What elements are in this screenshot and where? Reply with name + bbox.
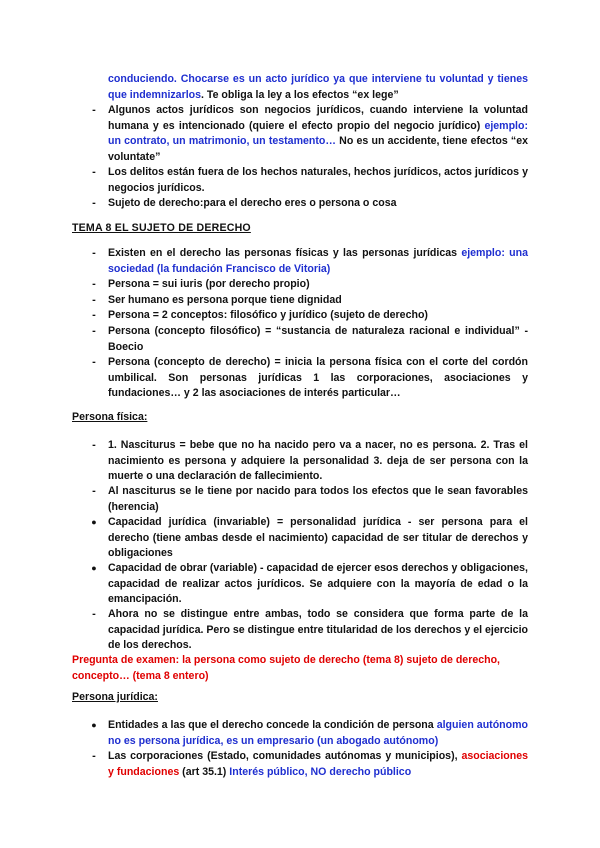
- exam-question-note: Pregunta de examen: la persona como sujeto de derecho (tema 8) sujeto de derecho, concepto… (tema 8 entero): [72, 654, 500, 682]
- item-text: Persona (concepto de derecho) = inicia la persona física con el corte del cordón umbilical. Son personas jurídicas 1 las corporaciones, asociaciones y fundaciones… y 2 las asociaciones de interés particular…: [108, 356, 528, 400]
- dash-marker: -: [92, 439, 96, 451]
- bullet-marker: ●: [91, 720, 97, 730]
- section-heading-persona-fisica: Persona física:: [72, 411, 148, 423]
- item-text: 1. Nasciturus = bebe que no ha nacido pero va a nacer, no es persona. 2. Tras el nacimiento es persona y adquiere la personalidad 3. deja de ser persona con la muerte o una declaración de fallecimiento.: [108, 439, 528, 483]
- list-item: [92, 196, 528, 212]
- dash-marker: -: [92, 356, 96, 368]
- dash-marker: -: [92, 325, 96, 337]
- item-text: Las corporaciones (Estado, comunidades autónomas y municipios),: [108, 750, 462, 762]
- bullet-marker: ●: [91, 563, 97, 573]
- item-text: (art 35.1): [179, 765, 230, 778]
- item-text: Capacidad jurídica (invariable) = personalidad jurídica - ser persona para el derecho (tiene ambas desde el nacimiento) capacidad de ser titular de derechos y obligaciones: [108, 516, 528, 560]
- item-example: ejemplo: una sociedad (la fundación Francisco de Vitoria): [108, 247, 528, 275]
- item-text: Capacidad de obrar (variable) - capacidad de ejercer esos derechos y obligaciones, capacidad de realizar actos jurídicos. Se adquiere con la mayoría de edad o la emancipación.: [108, 562, 528, 606]
- list-item: [92, 293, 528, 309]
- item-text: Existen en el derecho las personas físicas y las personas jurídicas: [108, 247, 462, 259]
- item-text: Los delitos están fuera de los hechos naturales, hechos jurídicos, actos jurídicos y negocios jurídicos.: [108, 166, 528, 194]
- item-text: Persona = sui iuris (por derecho propio): [108, 278, 310, 290]
- list-item: [91, 718, 528, 749]
- intro-blue-text: conduciendo. Chocarse es un acto jurídico ya que interviene tu voluntad y tienes que indemnizarlos: [108, 73, 528, 101]
- item-text: No es un accidente, tiene efectos “ex voluntate”: [108, 135, 529, 163]
- dash-marker: -: [92, 608, 96, 620]
- list-item: [92, 438, 528, 485]
- list-item: [92, 308, 528, 324]
- dash-marker: -: [92, 197, 96, 209]
- list-item: [92, 165, 528, 196]
- section-heading-persona-juridica: Persona jurídica:: [72, 691, 158, 703]
- item-example: Interés público, NO derecho público: [229, 765, 412, 778]
- dash-marker: -: [92, 294, 96, 306]
- list-item: [92, 246, 528, 277]
- item-text: Ser humano es persona porque tiene dignidad: [108, 294, 342, 306]
- item-text: Algunos actos jurídicos son negocios jurídicos, cuando interviene la voluntad humana y es intencionado (quiere el efecto propio del negocio jurídico): [108, 104, 528, 132]
- list-item: [92, 324, 528, 355]
- list-item: [92, 484, 528, 515]
- intro-paragraph: [108, 72, 528, 103]
- dash-marker: -: [92, 278, 96, 290]
- item-text: Persona (concepto filosófico) = “sustancia de naturaleza racional e individual” - Boecio: [108, 325, 528, 353]
- list-item: [91, 515, 528, 562]
- item-highlight-red: asociaciones y fundaciones: [108, 750, 528, 778]
- item-example: alguien autónomo no es persona jurídica, es un empresario (un abogado autónomo): [108, 719, 528, 747]
- item-text: Entidades a las que el derecho concede la condición de persona: [108, 719, 437, 731]
- list-item: [92, 103, 529, 165]
- list-item: [92, 607, 528, 654]
- dash-marker: -: [92, 309, 96, 321]
- item-text: Ahora no se distingue entre ambas, todo se considera que forma parte de la capacidad jurídica. Pero se distingue entre titularidad de los derechos y el ejercicio de los derechos.: [108, 608, 528, 652]
- dash-marker: -: [92, 166, 96, 178]
- section-heading-tema8: TEMA 8 EL SUJETO DE DERECHO: [72, 222, 251, 234]
- list-item: [92, 277, 528, 293]
- list-item: [92, 355, 528, 402]
- list-item: [91, 561, 528, 608]
- item-text: Al nasciturus se le tiene por nacido para todos los efectos que le sean favorables (herencia): [108, 485, 528, 513]
- dash-marker: -: [92, 247, 96, 259]
- dash-marker: -: [92, 104, 96, 116]
- dash-marker: -: [92, 485, 96, 497]
- intro-black-text: . Te obliga la ley a los efectos “ex lege”: [201, 88, 399, 101]
- item-example: ejemplo: un contrato, un matrimonio, un testamento…: [108, 119, 528, 148]
- item-text: Persona = 2 conceptos: filosófico y jurídico (sujeto de derecho): [108, 309, 428, 321]
- dash-marker: -: [92, 750, 96, 762]
- list-item: [92, 749, 528, 780]
- item-text: Sujeto de derecho:para el derecho eres o persona o cosa: [108, 197, 397, 209]
- bullet-marker: ●: [91, 517, 97, 527]
